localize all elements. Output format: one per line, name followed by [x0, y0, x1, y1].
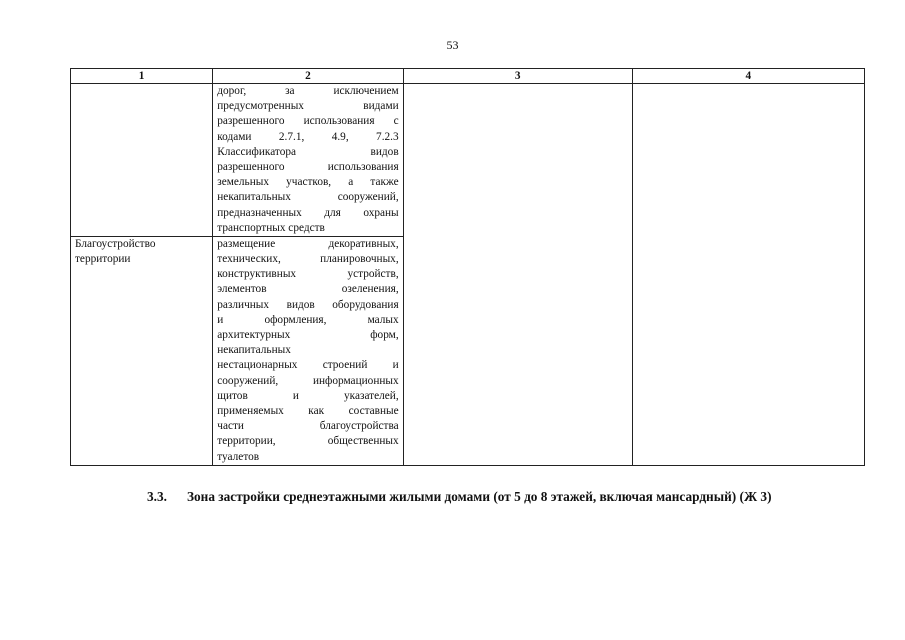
description-line: некапитальных сооружений,	[217, 191, 399, 204]
description-line: некапитальных	[217, 344, 291, 357]
description-line: различных видов оборудования	[217, 298, 399, 311]
description-line: земельных участков, а также	[217, 176, 399, 189]
use-type-cell: Благоустройство территории	[71, 236, 213, 465]
restrictions-cell	[632, 84, 864, 466]
column-header-4: 4	[632, 69, 864, 84]
description-line: части благоустройства	[217, 420, 399, 433]
section-title: Зона застройки среднеэтажными жилыми домами (от 5 до 8 этажей, включая мансардный) (Ж 3)	[187, 489, 772, 504]
description-line: предназначенных для охраны	[217, 206, 399, 219]
description-line: транспортных средств	[217, 221, 325, 234]
section-heading	[147, 489, 772, 505]
description-line: территории, общественных	[217, 435, 399, 448]
description-line: разрешенного использования с	[217, 115, 399, 128]
column-header-2: 2	[213, 69, 403, 84]
use-description-cell	[213, 236, 403, 465]
description-line: и оформления, малых	[217, 313, 399, 326]
description-line: дорог, за исключением	[217, 85, 399, 97]
description-line: архитектурных форм,	[217, 329, 399, 341]
description-line: разрешенного использования	[217, 160, 399, 173]
zoning-table	[70, 68, 865, 466]
section-number: 3.3.	[147, 489, 167, 504]
description-line: сооружений, информационных	[217, 374, 399, 387]
page-number: 53	[446, 38, 459, 52]
table-header-row	[71, 69, 865, 84]
description-line: туалетов	[217, 450, 260, 463]
description-line: щитов и указателей,	[217, 389, 399, 402]
description-line: размещение декоративных,	[217, 237, 399, 250]
description-line: кодами 2.7.1, 4.9, 7.2.3	[217, 130, 399, 143]
parameters-cell	[403, 84, 632, 466]
column-header-3: 3	[403, 69, 632, 84]
use-description-cell	[213, 84, 403, 237]
description-line: применяемых как составные	[217, 404, 399, 417]
description-line: Классификатора видов	[217, 145, 399, 158]
use-type-cell	[71, 84, 213, 237]
description-line: нестационарных строений и	[217, 359, 399, 372]
column-header-1: 1	[71, 69, 213, 84]
table-row	[71, 84, 865, 237]
description-line: предусмотренных видами	[217, 100, 399, 113]
description-line: конструктивных устройств,	[217, 268, 399, 281]
description-line: элементов озеленения,	[217, 283, 399, 296]
description-line: технических, планировочных,	[217, 253, 399, 266]
